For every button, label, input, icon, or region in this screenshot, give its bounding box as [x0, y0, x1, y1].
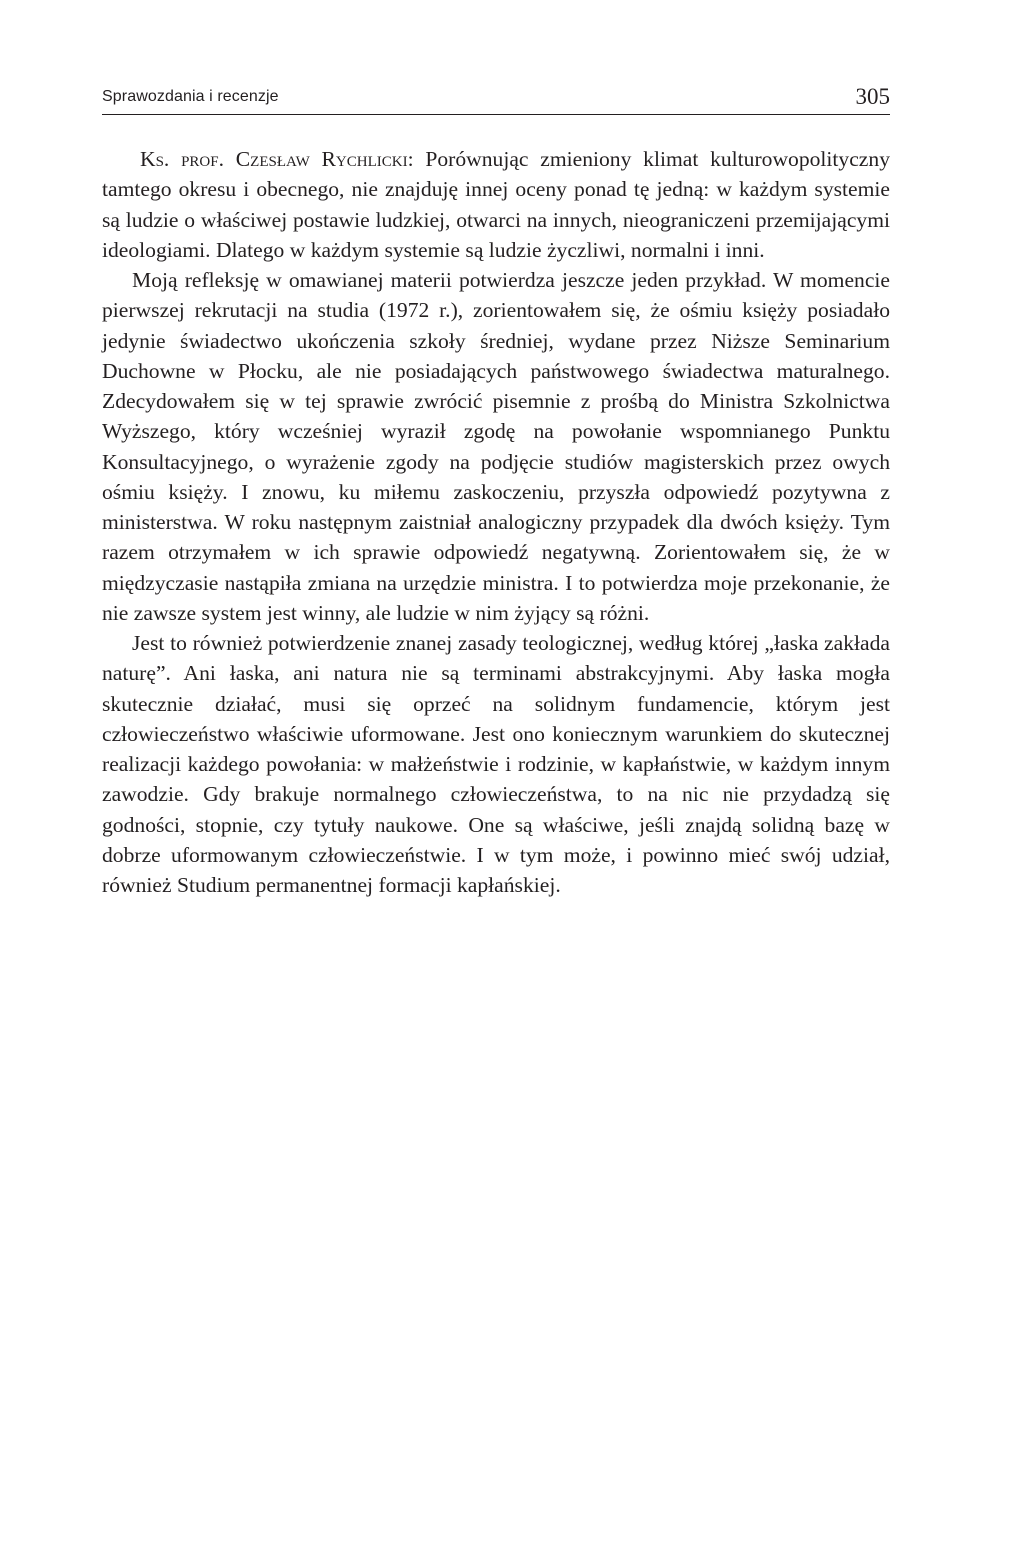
speaker-name: Ks. prof. Czesław Rychlicki: — [140, 147, 414, 171]
paragraph-3: Jest to również potwierdzenie znanej zasady teologicznej, według której „łaska zakłada naturę”. Ani łaska, ani natura nie są terminami abstrakcyjnymi. Aby łaska mogła skutecznie działać, musi się oprzeć na solidnym fundamencie, którym jest człowieczeństwo właściwie uformowane. Jest ono koniecznym warunkiem do skutecznej realizacji każdego powołania: w małżeństwie i rodzinie, w kapłaństwie, w każdym innym zawodzie. Gdy brakuje normalnego człowieczeństwa, to na nic nie przydadzą się godności, stopnie, czy tytuły naukowe. One są właściwe, jeśli znajdą solidną bazę w dobrze uformowanym człowieczeństwie. I w tym może, i powinno mieć swój udział, również Studium permanentnej formacji kapłańskiej. — [102, 631, 890, 897]
paragraph-2: Moją refleksję w omawianej materii potwierdza jeszcze jeden przykład. W momencie pierwszej rekrutacji na studia (1972 r.), zorientowałem się, że ośmiu księży posiadało jedynie świadectwo ukończenia szkoły średniej, wydane przez Niższe Seminarium Duchowne w Płocku, ale nie posiadających państwowego świadectwa maturalnego. Zdecydowałem się w tej sprawie zwrócić pisemnie z prośbą do Ministra Szkolnictwa Wyższego, który wcześniej wyraził zgodę na powołanie wspomnianego Punktu Konsultacyjnego, o wyrażenie zgody na podjęcie studiów magisterskich przez owych ośmiu księży. I znowu, ku miłemu zaskoczeniu, przyszła odpowiedź pozytywna z ministerstwa. W roku następnym zaistniał analogiczny przypadek dla dwóch księży. Tym razem otrzymałem w ich sprawie odpowiedź negatywną. Zorientowałem się, że w międzyczasie nastąpiła zmiana na urzędzie ministra. I to potwierdza moje przekonanie, że nie zawsze system jest winny, ale ludzie w nim żyjący są różni. — [102, 268, 890, 625]
section-title: Sprawozdania i recenzje — [102, 88, 279, 105]
page-number: 305 — [855, 84, 890, 109]
article-body — [102, 144, 890, 900]
running-header — [102, 84, 890, 115]
paragraph-1-text: Porównując zmieniony klimat kulturowopolityczny tamtego okresu i obecnego, nie znajduję innej oceny ponad tę jedną: w każdym systemie są ludzie o właściwej postawie ludzkiej, otwarci na innych, nieograniczeni przemijającymi ideologiami. Dlatego w każdym systemie są ludzie życzliwi, normalni i inni. — [102, 147, 890, 262]
paragraph-1 — [102, 144, 890, 265]
